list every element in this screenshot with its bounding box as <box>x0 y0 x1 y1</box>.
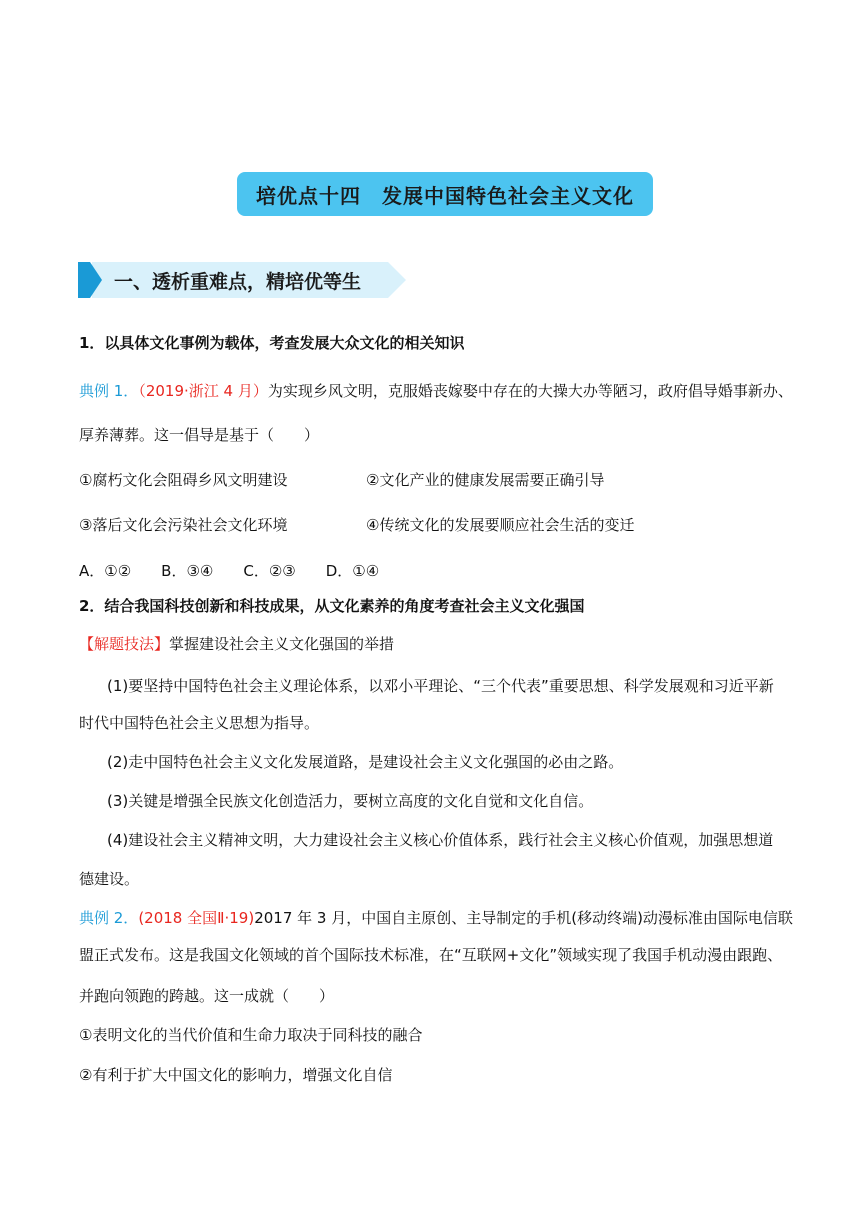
method-point-3: (3)关键是增强全民族文化创造活力，要树立高度的文化自觉和文化自信。 <box>107 792 594 810</box>
method-point-1b: 时代中国特色社会主义思想为指导。 <box>79 714 320 732</box>
page-title-text: 培优点十四 发展中国特色社会主义文化 <box>256 183 634 208</box>
method-label: 【解题技法】 <box>79 635 170 653</box>
example-1-option-1: ①腐朽文化会阻碍乡风文明建设 <box>79 471 288 489</box>
example-1-option-3: ③落后文化会污染社会文化环境 <box>79 516 288 534</box>
method-text: 掌握建设社会主义文化强国的举措 <box>169 635 395 653</box>
method-point-2: (2)走中国特色社会主义文化发展道路，是建设社会主义文化强国的必由之路。 <box>107 753 624 771</box>
example-1-choices: A．①② B．③④ C．②③ D．①④ <box>79 562 380 580</box>
section-heading: 一、透析重难点，精培优等生 <box>114 271 362 293</box>
example-2-line-1 <box>79 908 793 928</box>
topic-1-heading: 1．以具体文化事例为载体，考查发展大众文化的相关知识 <box>79 334 465 352</box>
example-2-option-2: ②有利于扩大中国文化的影响力，增强文化自信 <box>79 1066 393 1084</box>
example-2-label: 典例 2． <box>79 909 139 927</box>
example-1-line-2: 厚养薄葬。这一倡导是基于（ ） <box>79 426 320 444</box>
example-2-text-1: 2017 年 3 月，中国自主原创、主导制定的手机(移动终端)动漫标准由国际电信联 <box>254 909 793 927</box>
example-1-option-4: ④传统文化的发展要顺应社会生活的变迁 <box>366 516 635 534</box>
method-point-4a: (4)建设社会主义精神文明，大力建设社会主义核心价值体系，践行社会主义核心价值观，加强思想道 <box>107 831 774 849</box>
topic-2-heading: 2．结合我国科技创新和科技成果，从文化素养的角度考查社会主义文化强国 <box>79 597 585 615</box>
example-1-label: 典例 1． <box>79 382 139 400</box>
example-1-line-1 <box>79 381 793 401</box>
example-2-source: (2018 全国Ⅱ·19) <box>138 909 255 927</box>
example-2-line-3: 并跑向领跑的跨越。这一成就（ ） <box>79 987 335 1005</box>
method-point-1a: (1)要坚持中国特色社会主义理论体系，以邓小平理论、“三个代表”重要思想、科学发展观和习近平新 <box>107 677 774 695</box>
example-1-text-1: 为实现乡风文明，克服婚丧嫁娶中存在的大操大办等陋习，政府倡导婚事新办、 <box>267 382 793 400</box>
example-2-option-1: ①表明文化的当代价值和生命力取决于同科技的融合 <box>79 1026 423 1044</box>
example-2-line-2: 盟正式发布。这是我国文化领域的首个国际技术标准，在“互联网+文化”领域实现了我国手机动漫由跟跑、 <box>79 946 783 964</box>
page-title <box>237 172 653 216</box>
section-banner <box>78 262 408 298</box>
method-point-4b: 德建设。 <box>79 870 140 888</box>
method-line <box>79 634 394 654</box>
example-1-source: （2019·浙江 4 月） <box>138 382 268 400</box>
example-1-option-2: ②文化产业的健康发展需要正确引导 <box>366 471 605 489</box>
